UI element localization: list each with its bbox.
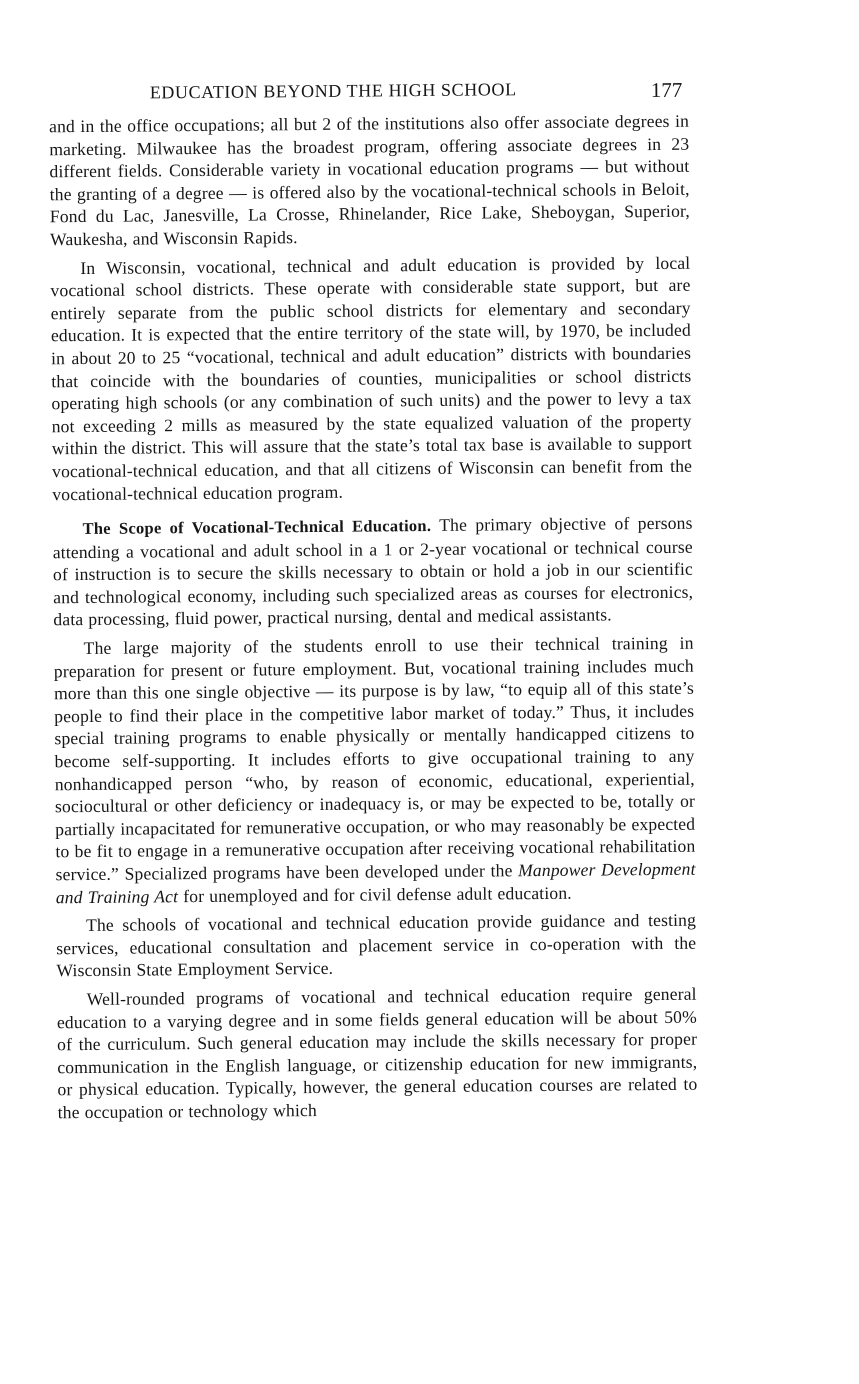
act-title: Manpower Development and Training Act <box>55 858 696 907</box>
paragraph-majority-end: for unemployed and for civil defense adult education. <box>178 882 572 906</box>
page-number: 177 <box>650 77 683 103</box>
paragraph-general-education: Well-rounded programs of vocational and technical education require general education to a varying degree and in some fields general education will be about 50% of the curriculum. Such general education may include the skills necessary for proper communication in the English language, or citizenship education for new immigrants, or physical education. Typically, however, the general education courses are related to the occupation or technology which <box>56 983 698 1123</box>
paragraph-scope-text: The primary objective of persons attending a vocational and adult school in a 1 or 2-year vocational or technical course of instruction is to secure the skills necessary to obtain or hold a job in our scientific and technological economy, including such specialized areas as courses for electronics, data processing, fluid power, practical nursing, dental and medical assistants. <box>52 512 694 630</box>
paragraph-guidance: The schools of vocational and technical education provide guidance and testing services, educational consultation and placement service in co-operation with the Wisconsin State Employment Service. <box>56 909 697 981</box>
paragraph-continued: and in the office occupations; all but 2 of the institutions also offer associate degrees in marketing. Milwaukee has the broadest program, offering associate degrees in 23 different fields. Considerable variety in vocational education programs — but without the granting of a degree — is offered also by the vocational-technical schools in Beloit, Fond du Lac, Janesville, La Crosse, Rhinelander, Rice Lake, Sheboygan, Superior, Waukesha, and Wisconsin Rapids. <box>48 110 690 250</box>
paragraph-districts: In Wisconsin, vocational, technical and adult education is provided by local vocational school districts. These operate with considerable state support, but are entirely separate from the public school districts for elementary and secondary education. It is expected that the entire territory of the state will, by 1970, be included in about 20 to 25 “vocational, technical and adult education” districts with boundaries that coincide with the boundaries of counties, municipalities or school districts operating high schools (or any combination of such units) and the power to levy a tax not exceeding 2 mills as measured by the state equalized valuation of the property within the district. This will assure that the state’s total tax base is available to support vocational-technical education, and that all citizens of Wisconsin can benefit from the vocational-technical education program. <box>50 252 693 504</box>
paragraph-majority-text: The large majority of the students enroll to use their technical training in preparation for present or future employment. But, vocational training includes much more than this one single objective — its purpose is by law, “to equip all of this state’s people to find their place in the competitive labor market of today.” Thus, it includes special training programs to enable physically or mentally handicapped citizens to become self-supporting. It includes efforts to give occupational training to any nonhandicapped person “who, by reason of economic, educational, experiential, sociocultural or other deficiency or inadequacy is, or may be expected to be, totally or partially incapacitated for remunerative occupation, or who may reasonably be expected to be fit to engage in a remunerative occupation after receiving vocational rehabilitation service.” Specialized programs have been developed under the <box>53 632 696 885</box>
paragraph-scope <box>52 512 693 632</box>
paragraph-majority <box>54 632 696 909</box>
running-header: EDUCATION BEYOND THE HIGH SCHOOL <box>149 79 517 103</box>
section-heading: The Scope of Vocational-Technical Education. <box>82 516 432 539</box>
body-text <box>49 110 698 1124</box>
